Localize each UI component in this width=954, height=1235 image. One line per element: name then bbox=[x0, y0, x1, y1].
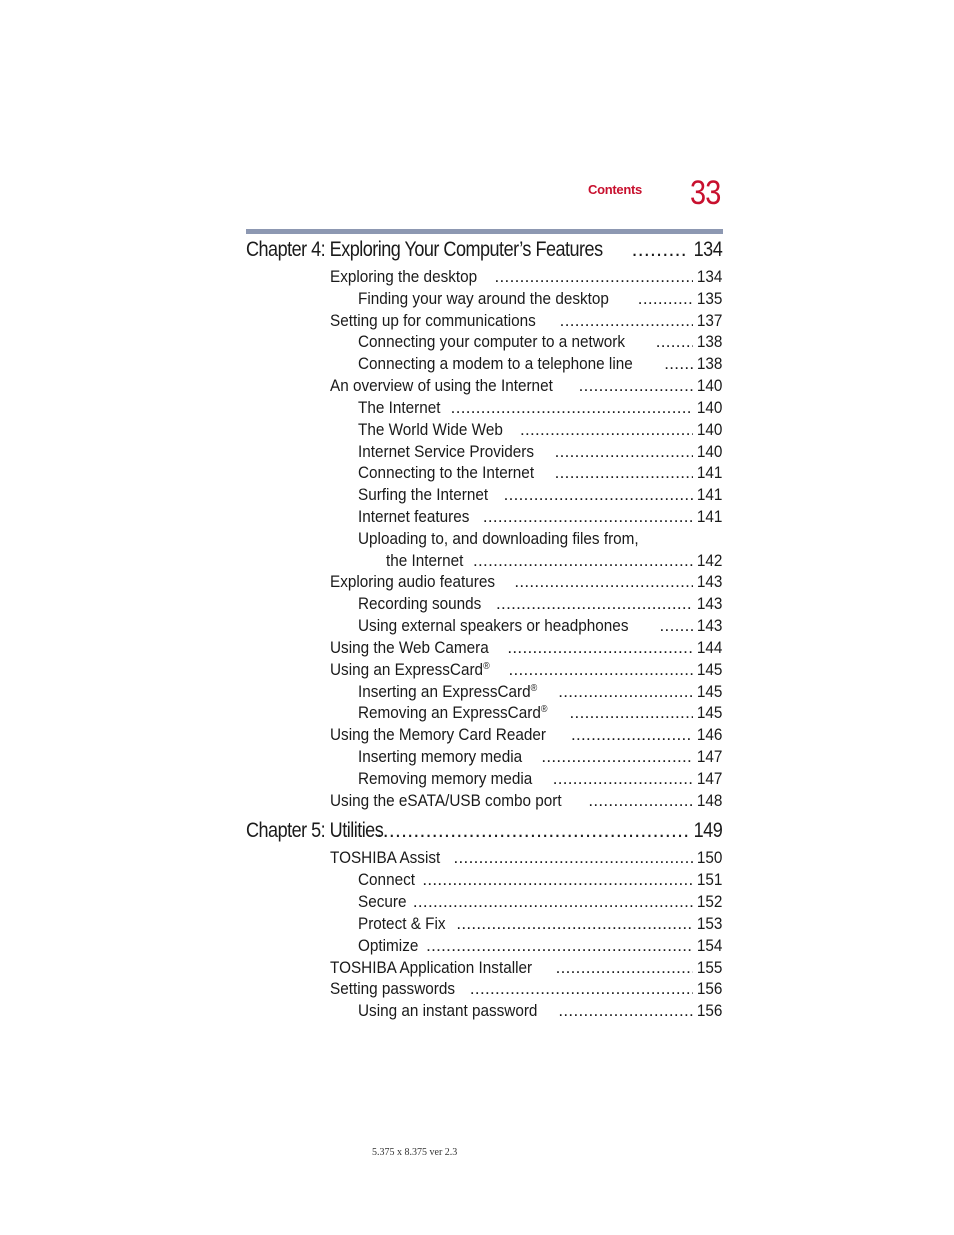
toc-title: Internet Service Providers bbox=[358, 442, 535, 461]
toc-title: Exploring the desktop bbox=[330, 267, 478, 286]
toc-page: 146 bbox=[696, 725, 722, 744]
leader-dots bbox=[508, 660, 692, 680]
toc-title: Removing an ExpressCard bbox=[358, 703, 541, 722]
toc-page: 141 bbox=[696, 463, 722, 482]
toc-title: The Internet bbox=[358, 398, 441, 417]
toc-title: Recording sounds bbox=[358, 594, 482, 613]
leader-dots bbox=[520, 420, 693, 440]
toc-entry[interactable] bbox=[330, 267, 722, 287]
leader-dots bbox=[483, 507, 693, 527]
toc-page: 145 bbox=[696, 703, 722, 722]
registered-mark: ® bbox=[530, 683, 538, 694]
leader-dots bbox=[555, 463, 693, 483]
toc-entry[interactable] bbox=[330, 958, 722, 978]
toc-title: Protect & Fix bbox=[358, 914, 446, 933]
toc-page: 156 bbox=[696, 1001, 722, 1020]
toc-title: Finding your way around the desktop bbox=[358, 289, 609, 308]
toc-entry[interactable] bbox=[358, 594, 722, 614]
registered-mark: ® bbox=[540, 704, 548, 715]
toc-entry[interactable] bbox=[358, 354, 722, 374]
toc-entry[interactable] bbox=[358, 398, 722, 418]
toc-page: 154 bbox=[696, 936, 722, 955]
toc-page: 149 bbox=[693, 819, 722, 842]
toc-title: Surfing the Internet bbox=[358, 485, 489, 504]
toc-page: 142 bbox=[696, 551, 722, 570]
toc-entry[interactable] bbox=[330, 725, 722, 745]
toc-title: Chapter 5: Utilities bbox=[246, 819, 384, 842]
leader-dots bbox=[422, 870, 692, 890]
toc-entry-line1[interactable] bbox=[358, 529, 670, 549]
print-version-note: 5.375 x 8.375 ver 2.3 bbox=[372, 1147, 458, 1158]
toc-entry[interactable] bbox=[330, 572, 722, 592]
toc-title: The World Wide Web bbox=[358, 420, 503, 439]
toc-title: Optimize bbox=[358, 936, 419, 955]
leader-dots bbox=[413, 892, 693, 912]
toc-entry[interactable] bbox=[330, 638, 722, 658]
toc-entry[interactable] bbox=[358, 507, 722, 527]
leader-dots bbox=[570, 703, 693, 723]
toc-page: 138 bbox=[696, 332, 722, 351]
toc-entry[interactable] bbox=[358, 289, 722, 309]
leader-dots bbox=[470, 979, 693, 999]
toc-entry[interactable] bbox=[330, 311, 722, 331]
leader-dots bbox=[558, 682, 692, 702]
leader-dots bbox=[377, 819, 688, 843]
toc-title: Setting passwords bbox=[330, 979, 456, 998]
toc-entry[interactable] bbox=[358, 442, 722, 462]
leader-dots bbox=[660, 616, 693, 636]
toc-entry[interactable] bbox=[358, 769, 722, 789]
toc-entry[interactable] bbox=[358, 703, 722, 723]
leader-dots bbox=[504, 485, 693, 505]
leader-dots bbox=[496, 594, 693, 614]
toc-page: 141 bbox=[696, 485, 722, 504]
toc-page: 140 bbox=[696, 398, 722, 417]
toc-entry[interactable] bbox=[330, 979, 722, 999]
toc-title: Using an instant password bbox=[358, 1001, 538, 1020]
leader-dots bbox=[664, 354, 692, 374]
toc-entry[interactable] bbox=[358, 892, 722, 912]
section-label: Contents bbox=[588, 182, 642, 197]
toc-entry[interactable] bbox=[386, 551, 722, 571]
toc-title: the Internet bbox=[386, 551, 464, 570]
toc-page: 143 bbox=[696, 572, 722, 591]
toc-entry[interactable] bbox=[358, 463, 722, 483]
toc-page: 155 bbox=[696, 958, 722, 977]
toc-title: Connecting a modem to a telephone line bbox=[358, 354, 633, 373]
toc-page: 140 bbox=[696, 442, 722, 461]
leader-dots bbox=[451, 398, 693, 418]
toc-page: 134 bbox=[693, 238, 722, 261]
toc-page: 144 bbox=[696, 638, 722, 657]
toc-entry[interactable] bbox=[358, 332, 722, 352]
toc-title: Secure bbox=[358, 892, 407, 911]
leader-dots bbox=[579, 376, 693, 396]
leader-dots bbox=[473, 551, 693, 571]
toc-title: Exploring audio features bbox=[330, 572, 496, 591]
toc-title: Uploading to, and downloading files from, bbox=[358, 529, 639, 548]
leader-dots bbox=[495, 267, 693, 287]
toc-entry[interactable] bbox=[358, 616, 722, 636]
toc-title: Using an ExpressCard bbox=[330, 660, 484, 679]
toc-page: 143 bbox=[696, 594, 722, 613]
toc-title: Chapter 4: Exploring Your Computer’s Features bbox=[246, 238, 603, 261]
chapter-5-heading[interactable] bbox=[246, 819, 722, 843]
toc-title: Setting up for communications bbox=[330, 311, 536, 330]
toc-title: Internet features bbox=[358, 507, 470, 526]
leader-dots bbox=[514, 572, 692, 592]
toc-page: 140 bbox=[696, 420, 722, 439]
toc-entry[interactable] bbox=[358, 936, 722, 956]
toc-entry[interactable] bbox=[330, 660, 722, 680]
toc-title: Using the Web Camera bbox=[330, 638, 489, 657]
leader-dots bbox=[560, 311, 693, 331]
toc-entry[interactable] bbox=[358, 914, 722, 934]
page-number: 33 bbox=[690, 174, 721, 212]
leader-dots bbox=[555, 442, 693, 462]
toc-page: 140 bbox=[696, 376, 722, 395]
toc-page: 147 bbox=[696, 747, 722, 766]
toc-entry[interactable] bbox=[358, 682, 722, 702]
toc-entry[interactable] bbox=[330, 848, 722, 868]
toc-entry[interactable] bbox=[358, 1001, 722, 1021]
toc-title: Connecting to the Internet bbox=[358, 463, 535, 482]
leader-dots bbox=[454, 848, 693, 868]
toc-title-wrap bbox=[330, 660, 490, 680]
toc-page: 156 bbox=[696, 979, 722, 998]
toc-page: 147 bbox=[696, 769, 722, 788]
toc-entry[interactable] bbox=[330, 791, 722, 811]
toc-page: 137 bbox=[696, 311, 722, 330]
toc-title: TOSHIBA Application Installer bbox=[330, 958, 533, 977]
toc-title: Connecting your computer to a network bbox=[358, 332, 626, 351]
leader-dots bbox=[456, 914, 692, 934]
leader-dots bbox=[541, 747, 692, 767]
toc-page: 135 bbox=[696, 289, 722, 308]
toc-title: Inserting memory media bbox=[358, 747, 523, 766]
toc-entry[interactable] bbox=[358, 870, 722, 890]
toc-title: Using the Memory Card Reader bbox=[330, 725, 546, 744]
toc-title: Removing memory media bbox=[358, 769, 533, 788]
toc-title: Using the eSATA/USB combo port bbox=[330, 791, 562, 810]
toc-title: An overview of using the Internet bbox=[330, 376, 553, 395]
toc-title: Inserting an ExpressCard bbox=[358, 682, 531, 701]
leader-dots bbox=[638, 289, 693, 309]
toc-title-wrap bbox=[358, 703, 547, 723]
toc-title: TOSHIBA Assist bbox=[330, 848, 441, 867]
leader-dots bbox=[571, 725, 693, 745]
toc-entry[interactable] bbox=[358, 747, 722, 767]
toc-entry[interactable] bbox=[330, 376, 722, 396]
registered-mark: ® bbox=[483, 661, 490, 672]
leader-dots bbox=[656, 332, 693, 352]
toc-page: 151 bbox=[696, 870, 722, 889]
header-rule bbox=[246, 229, 723, 234]
toc-page: 141 bbox=[696, 507, 722, 526]
toc-page: 138 bbox=[696, 354, 722, 373]
toc-title-wrap bbox=[358, 682, 537, 702]
toc-page: 148 bbox=[696, 791, 722, 810]
toc-page: 152 bbox=[696, 892, 722, 911]
toc-page: 143 bbox=[696, 616, 722, 635]
chapter-4-heading[interactable] bbox=[246, 238, 722, 262]
toc-page: 145 bbox=[696, 660, 722, 679]
leader-dots bbox=[588, 791, 692, 811]
toc-page: 153 bbox=[696, 914, 722, 933]
leader-dots bbox=[558, 1001, 692, 1021]
leader-dots bbox=[556, 958, 693, 978]
toc-entry[interactable] bbox=[358, 485, 722, 505]
leader-dots bbox=[426, 936, 693, 956]
toc-entry[interactable] bbox=[358, 420, 722, 440]
toc-page: 134 bbox=[696, 267, 722, 286]
toc-page: 145 bbox=[696, 682, 722, 701]
leader-dots bbox=[553, 769, 693, 789]
toc-title: Connect bbox=[358, 870, 415, 889]
toc-title: Using external speakers or headphones bbox=[358, 616, 629, 635]
leader-dots bbox=[507, 638, 692, 658]
leader-dots bbox=[632, 238, 688, 262]
toc-page: 150 bbox=[696, 848, 722, 867]
